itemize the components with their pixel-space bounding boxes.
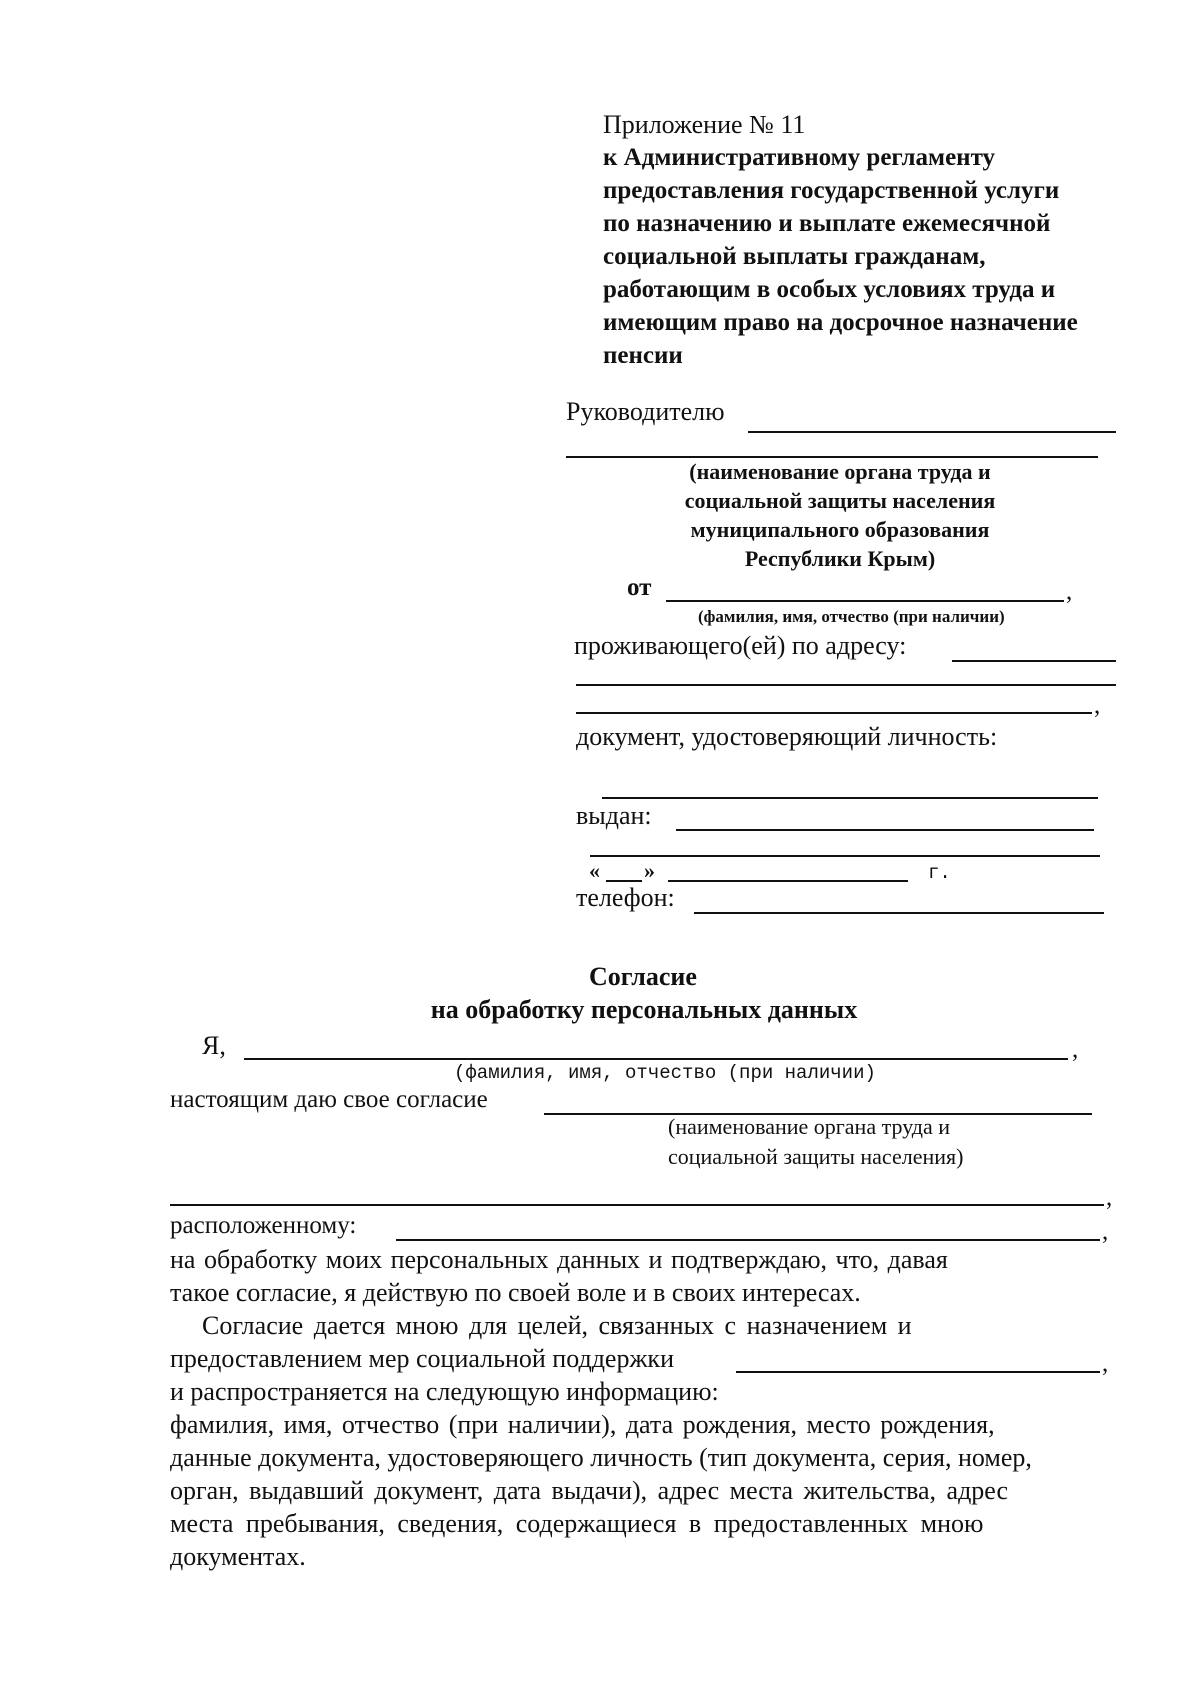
issued-by-field[interactable] (676, 829, 1094, 831)
paragraph-line: фамилия, имя, отчество (при наличии), дата рождения, место рождения, (170, 1410, 995, 1439)
appendix-line: социальной выплаты гражданам, (603, 243, 986, 270)
comma: , (1072, 1036, 1079, 1063)
paragraph-line: орган, выдавший документ, дата выдачи), адрес места жительства, адрес (170, 1476, 1009, 1505)
paragraph-line: предоставлением мер социальной поддержки (170, 1344, 674, 1373)
comma: , (1102, 1218, 1109, 1245)
date-open-quote: « (589, 858, 600, 883)
id-document-label: документ, удостоверяющий личность: (576, 722, 998, 751)
paragraph-line: документах. (170, 1542, 306, 1571)
phone-label: телефон: (576, 883, 675, 912)
located-label: расположенному: (170, 1212, 357, 1239)
hint-line: (наименование органа труда и (689, 459, 991, 484)
appendix-line: по назначению и выплате ежемесячной (603, 210, 1051, 237)
appendix-line: предоставления государственной услуги (603, 177, 1060, 204)
comma: , (1094, 692, 1101, 719)
location-field[interactable] (396, 1239, 1100, 1241)
consent-organ-hint (668, 1112, 963, 1172)
hint-line: (наименование органа труда и (668, 1114, 951, 1139)
paragraph-line: такое согласие, я действую по своей воле и в своих интересах. (170, 1278, 861, 1307)
hint-line: Республики Крым) (744, 546, 936, 571)
to-label: Руководителю (566, 397, 725, 426)
i-label: Я, (202, 1031, 226, 1060)
address-field-line3[interactable] (576, 712, 1092, 714)
issued-by-field-line2[interactable] (590, 855, 1100, 857)
consent-title-block (0, 960, 1200, 1026)
address-field[interactable] (952, 660, 1116, 662)
year-suffix: г. (928, 862, 951, 884)
appendix-line: работающим в особых условиях труда и (603, 276, 1056, 303)
appendix-line: пенсии (603, 342, 683, 369)
from-label: от (627, 574, 652, 601)
paragraph-line: Согласие дается мною для целей, связанных с назначением и (202, 1311, 912, 1340)
phone-field[interactable] (694, 912, 1104, 914)
comma: , (1102, 1350, 1109, 1377)
issued-label: выдан: (576, 801, 652, 830)
organ-name-hint (640, 457, 1040, 573)
consenter-name-field[interactable] (244, 1058, 1068, 1060)
consent-organ-field-line2[interactable] (170, 1204, 1104, 1206)
consent-subtitle: на обработку персональных данных (430, 995, 858, 1024)
organ-name-field[interactable] (748, 431, 1116, 433)
date-close-quote: » (644, 858, 655, 883)
address-field-line2[interactable] (576, 684, 1116, 686)
address-label: проживающего(ей) по адресу: (574, 631, 907, 660)
issue-day-field[interactable] (606, 880, 642, 882)
support-measures-field[interactable] (736, 1371, 1100, 1373)
comma: , (1066, 578, 1073, 605)
id-document-field[interactable] (602, 797, 1098, 799)
hint-line: муниципального образования (690, 517, 990, 542)
consent-title: Согласие (589, 962, 697, 991)
appendix-header (603, 108, 1078, 372)
fio-hint: (фамилия, имя, отчество (при наличии) (698, 607, 1005, 626)
paragraph-line: на обработку моих персональных данных и подтверждаю, что, давая (170, 1245, 948, 1274)
fio-hint: (фамилия, имя, отчество (при наличии) (454, 1062, 876, 1084)
appendix-line: к Административному регламенту (603, 144, 996, 171)
paragraph-line: и распространяется на следующую информацию: (170, 1377, 719, 1406)
hint-line: социальной защиты населения (684, 488, 996, 513)
issue-month-year-field[interactable] (668, 880, 908, 882)
comma: , (1106, 1184, 1113, 1211)
appendix-line: имеющим право на досрочное назначение (603, 309, 1078, 336)
paragraph-line: места пребывания, сведения, содержащиеся в предоставленных мною (170, 1509, 984, 1538)
hint-line: социальной защиты населения) (668, 1144, 964, 1169)
paragraph-line: данные документа, удостоверяющего личность (тип документа, серия, номер, (170, 1443, 1032, 1472)
applicant-name-field[interactable] (666, 600, 1064, 602)
appendix-title: Приложение № 11 (603, 110, 806, 139)
give-consent-label: настоящим даю свое согласие (170, 1086, 488, 1113)
